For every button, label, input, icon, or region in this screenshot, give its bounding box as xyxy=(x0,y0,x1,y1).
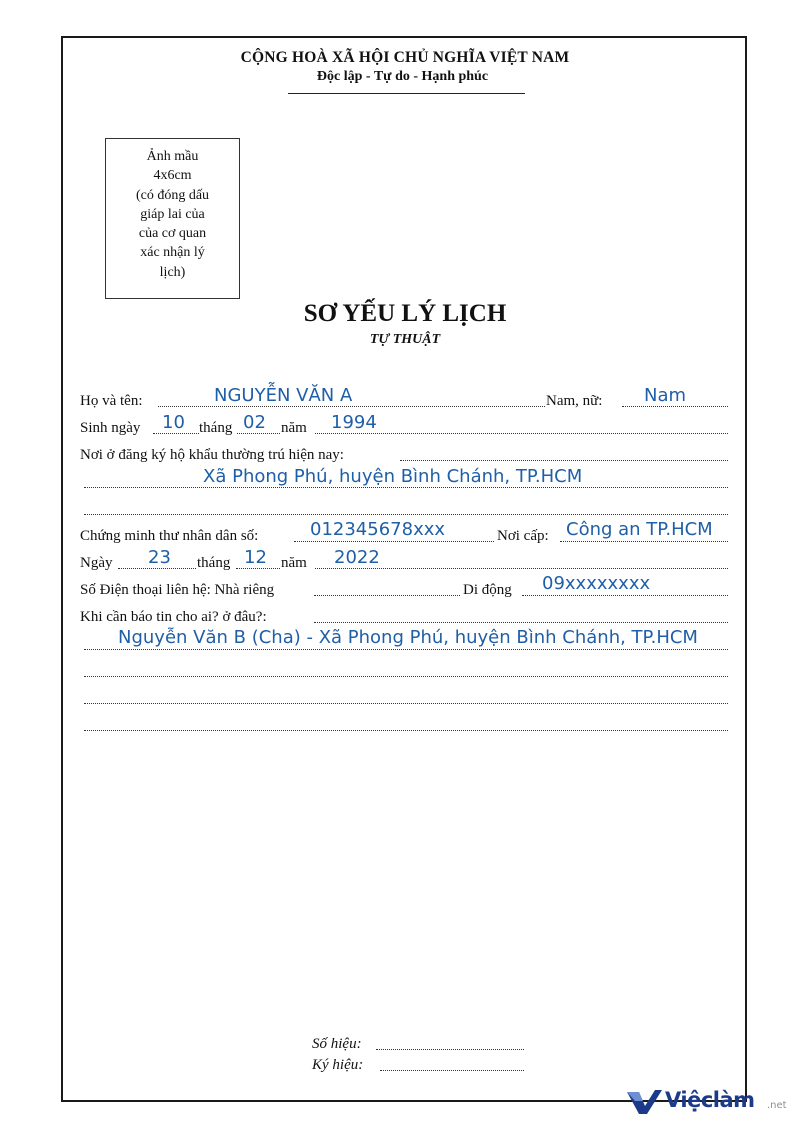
ky-hieu-dotted-line xyxy=(380,1070,524,1071)
motto-underline xyxy=(288,93,525,94)
contact-label: Khi cần báo tin cho ai? ở đâu?: xyxy=(80,609,267,625)
issue-date-label: Ngày xyxy=(80,555,113,571)
vieclam-watermark xyxy=(625,1086,795,1118)
dob-label: Sinh ngày xyxy=(80,420,141,436)
photo-instructions: Ảnh mầu 4x6cm (có đóng dấu giáp lai của của cơ quan xác nhận lý lịch) xyxy=(135,149,210,280)
photo-placeholder xyxy=(105,138,240,299)
vieclam-logo-icon xyxy=(625,1088,663,1116)
issue-day-value: 23 xyxy=(148,547,171,568)
issued-place-label: Nơi cấp: xyxy=(497,528,549,544)
id-label: Chứng minh thư nhân dân số: xyxy=(80,528,259,544)
issue-month-value: 12 xyxy=(244,547,267,568)
gender-value: Nam xyxy=(644,385,687,406)
id-value: 012345678xxx xyxy=(310,519,446,540)
id-dotted-line xyxy=(294,541,494,542)
so-hieu-label: Số hiệu: xyxy=(312,1036,362,1052)
document-subtitle: TỰ THUẬT xyxy=(369,332,441,347)
contact-dotted-line-4 xyxy=(84,703,728,704)
address-label: Nơi ở đăng ký hộ khẩu thường trú hiện nay: xyxy=(80,447,344,463)
watermark-brand: Việclàm xyxy=(665,1088,755,1112)
ky-hieu-label: Ký hiệu: xyxy=(312,1057,364,1073)
watermark-suffix: .net xyxy=(767,1100,787,1111)
contact-value: Nguyễn Văn B (Cha) - Xã Phong Phú, huyện Bình Chánh, TP.HCM xyxy=(118,627,698,648)
contact-dotted-line-2 xyxy=(84,649,728,650)
mobile-dotted-line xyxy=(522,595,728,596)
dob-year-value: 1994 xyxy=(331,412,377,433)
gender-label: Nam, nữ: xyxy=(546,393,603,409)
mobile-value: 09xxxxxxxx xyxy=(542,573,651,594)
mobile-label: Di động xyxy=(463,582,512,598)
document-title: SƠ YẾU LÝ LỊCH xyxy=(303,300,507,327)
contact-dotted-line-5 xyxy=(84,730,728,731)
dob-month-label: tháng xyxy=(199,420,233,436)
nation-heading: CỘNG HOÀ XÃ HỘI CHỦ NGHĨA VIỆT NAM xyxy=(240,49,570,66)
home-phone-dotted-line xyxy=(314,595,460,596)
contact-dotted-line-1 xyxy=(314,622,728,623)
address-dotted-line-3 xyxy=(84,514,728,515)
issued-place-dotted-line xyxy=(560,541,728,542)
issue-year-label: năm xyxy=(281,555,307,571)
name-label: Họ và tên: xyxy=(80,393,143,409)
issue-year-value: 2022 xyxy=(334,547,380,568)
phone-label: Số Điện thoại liên hệ: Nhà riêng xyxy=(80,582,275,598)
issued-place-value: Công an TP.HCM xyxy=(566,519,713,540)
issue-month-label: tháng xyxy=(197,555,231,571)
so-hieu-dotted-line xyxy=(376,1049,524,1050)
address-dotted-line-1 xyxy=(400,460,728,461)
dob-year-label: năm xyxy=(281,420,307,436)
dob-year-dotted-line xyxy=(315,433,728,434)
motto-heading: Độc lập - Tự do - Hạnh phúc xyxy=(316,69,489,84)
address-value: Xã Phong Phú, huyện Bình Chánh, TP.HCM xyxy=(203,466,583,487)
contact-dotted-line-3 xyxy=(84,676,728,677)
dob-month-value: 02 xyxy=(243,412,266,433)
dob-day-value: 10 xyxy=(162,412,185,433)
name-value: NGUYỄN VĂN A xyxy=(214,385,353,406)
